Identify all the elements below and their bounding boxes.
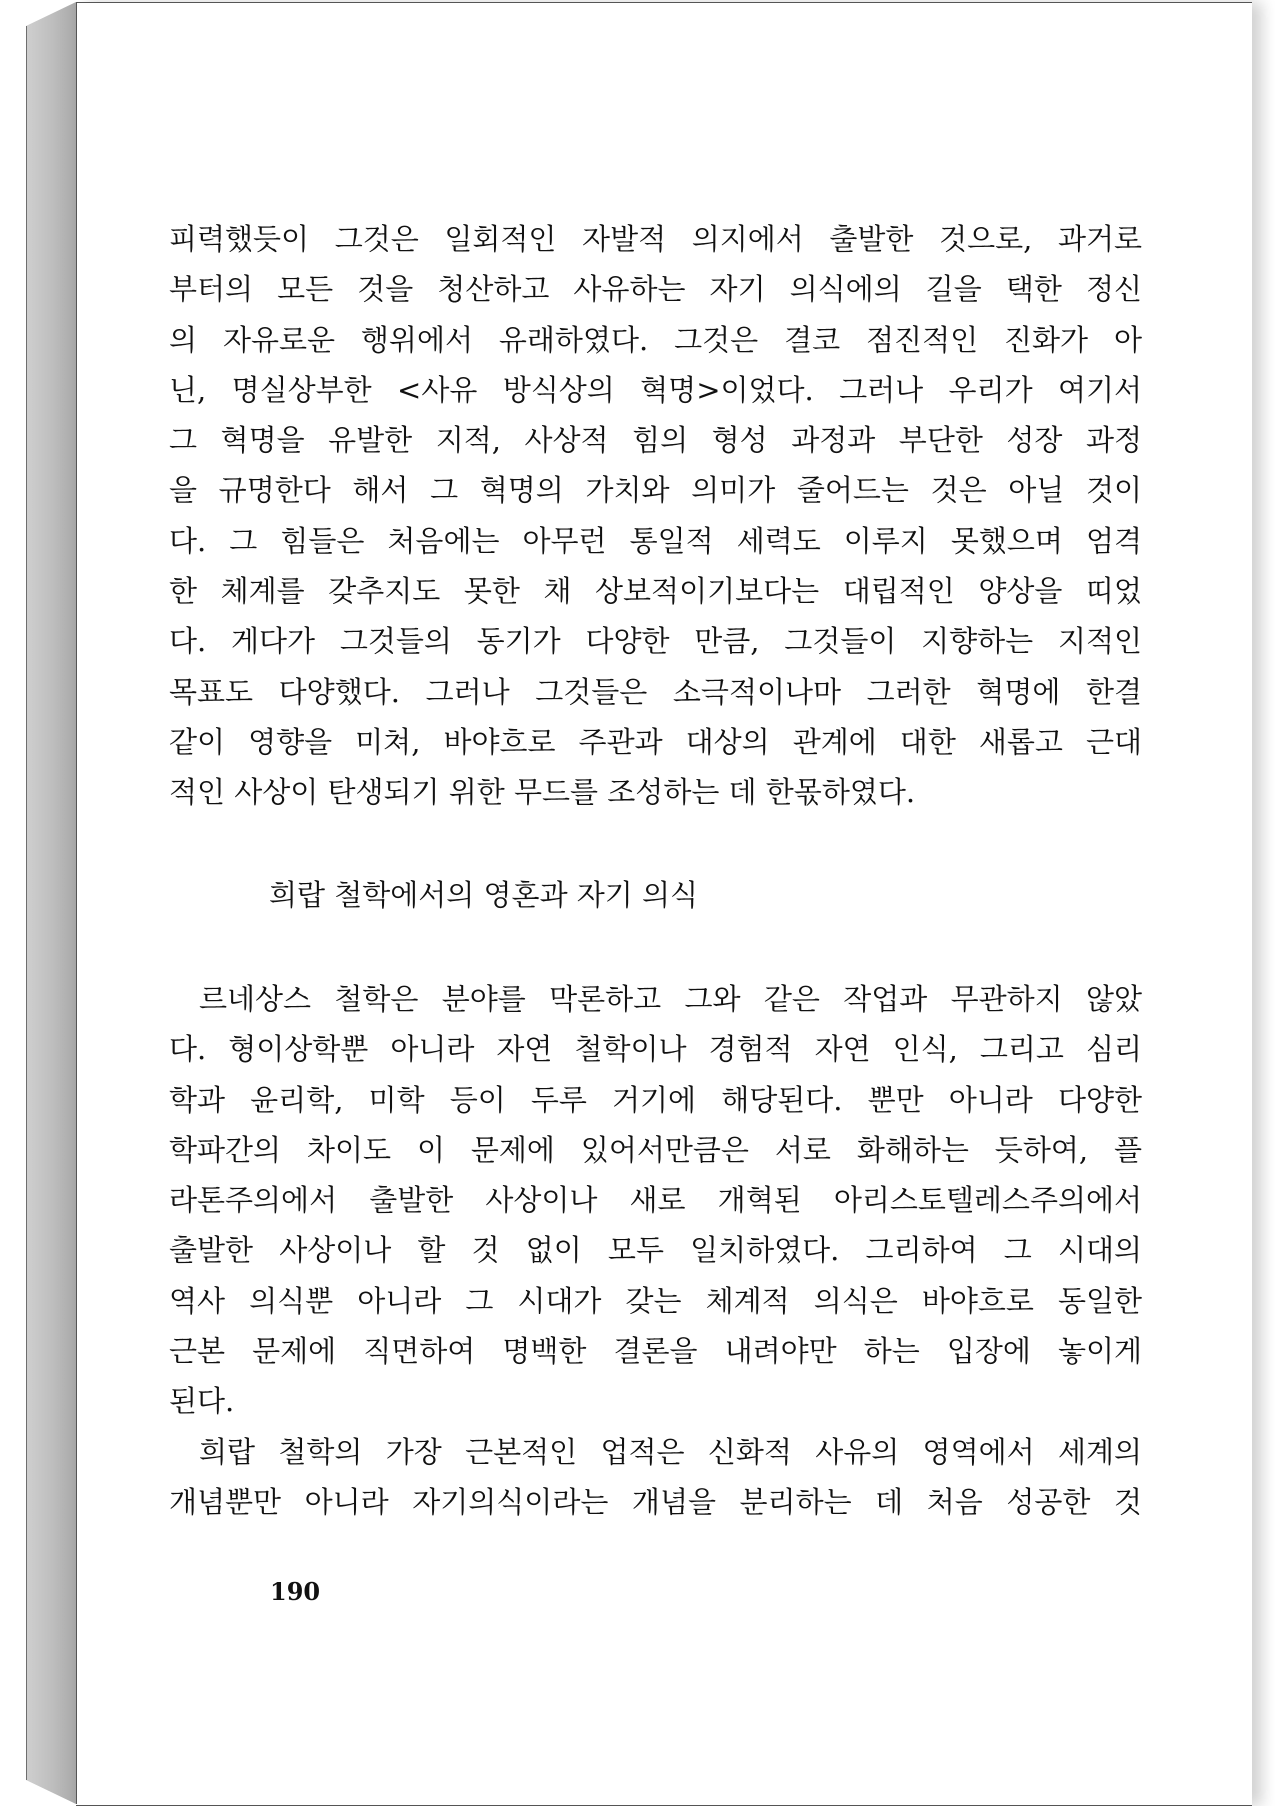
text-line: 학파간의 차이도 이 문제에 있어서만큼은 서로 화해하는 듯하여, 플 [169, 1132, 1142, 1167]
text-line: 그 혁명을 유발한 지적, 사상적 힘의 형성 과정과 부단한 성장 과정 [169, 423, 1142, 458]
text-line: 한 체계를 갖추지도 못한 채 상보적이기보다는 대립적인 양상을 띠었 [169, 574, 1142, 609]
text-line: 희랍 철학의 가장 근본적인 업적은 신화적 사유의 영역에서 세계의 [199, 1434, 1142, 1469]
text-line: 다. 그 힘들은 처음에는 아무런 통일적 세력도 이루지 못했으며 엄격 [169, 523, 1142, 558]
page-left-edge [76, 2, 77, 1804]
text-line: 부터의 모든 것을 청산하고 사유하는 자기 의식에의 길을 택한 정신 [169, 272, 1142, 307]
text-line: 역사 의식뿐 아니라 그 시대가 갖는 체계적 의식은 바야흐로 동일한 [169, 1283, 1142, 1318]
text-line: 르네상스 철학은 분야를 막론하고 그와 같은 작업과 무관하지 않았 [199, 982, 1142, 1016]
text-line: 출발한 사상이나 할 것 없이 모두 일치하였다. 그리하여 그 시대의 [169, 1233, 1142, 1268]
text-line: 라톤주의에서 출발한 사상이나 새로 개혁된 아리스토텔레스주의에서 [169, 1183, 1142, 1218]
paragraph-1 [169, 214, 1142, 818]
text-line: 개념뿐만 아니라 자기의식이라는 개념을 분리하는 데 처음 성공한 것 [169, 1484, 1142, 1519]
text-line: 다. 게다가 그것들의 동기가 다양한 만큼, 그것들이 지향하는 지적인 [169, 624, 1142, 659]
text-line: 닌, 명실상부한 <사유 방식상의 혁명>이었다. 그러나 우리가 여기서 [169, 372, 1142, 407]
paragraph-2 [169, 974, 1142, 1527]
text-line: 같이 영향을 미쳐, 바야흐로 주관과 대상의 관계에 대한 새롭고 근대 [169, 724, 1142, 759]
text-line: 학과 윤리학, 미학 등이 두루 거기에 해당된다. 뿐만 아니라 다양한 [169, 1082, 1142, 1117]
section-heading: 희랍 철학에서의 영혼과 자기 의식 [269, 878, 699, 912]
text-line: 의 자유로운 행위에서 유래하였다. 그것은 결코 점진적인 진화가 아 [169, 322, 1142, 357]
spine-edge-line [26, 26, 27, 1780]
book-spine [26, 2, 76, 1804]
text-line: 을 규명한다 해서 그 혁명의 가치와 의미가 줄어드는 것은 아닐 것이 [169, 473, 1142, 508]
text-line: 된다. [169, 1384, 235, 1419]
text-line: 적인 사상이 탄생되기 위한 무드를 조성하는 데 한몫하였다. [169, 775, 916, 810]
text-line: 다. 형이상학뿐 아니라 자연 철학이나 경험적 자연 인식, 그리고 심리 [169, 1032, 1142, 1067]
text-line: 피력했듯이 그것은 일회적인 자발적 의지에서 출발한 것으로, 과거로 [169, 222, 1142, 256]
page-number: 190 [270, 1577, 321, 1606]
text-line: 목표도 다양했다. 그러나 그것들은 소극적이나마 그러한 혁명에 한결 [169, 674, 1142, 709]
text-line: 근본 문제에 직면하여 명백한 결론을 내려야만 하는 입장에 놓이게 [169, 1334, 1142, 1369]
